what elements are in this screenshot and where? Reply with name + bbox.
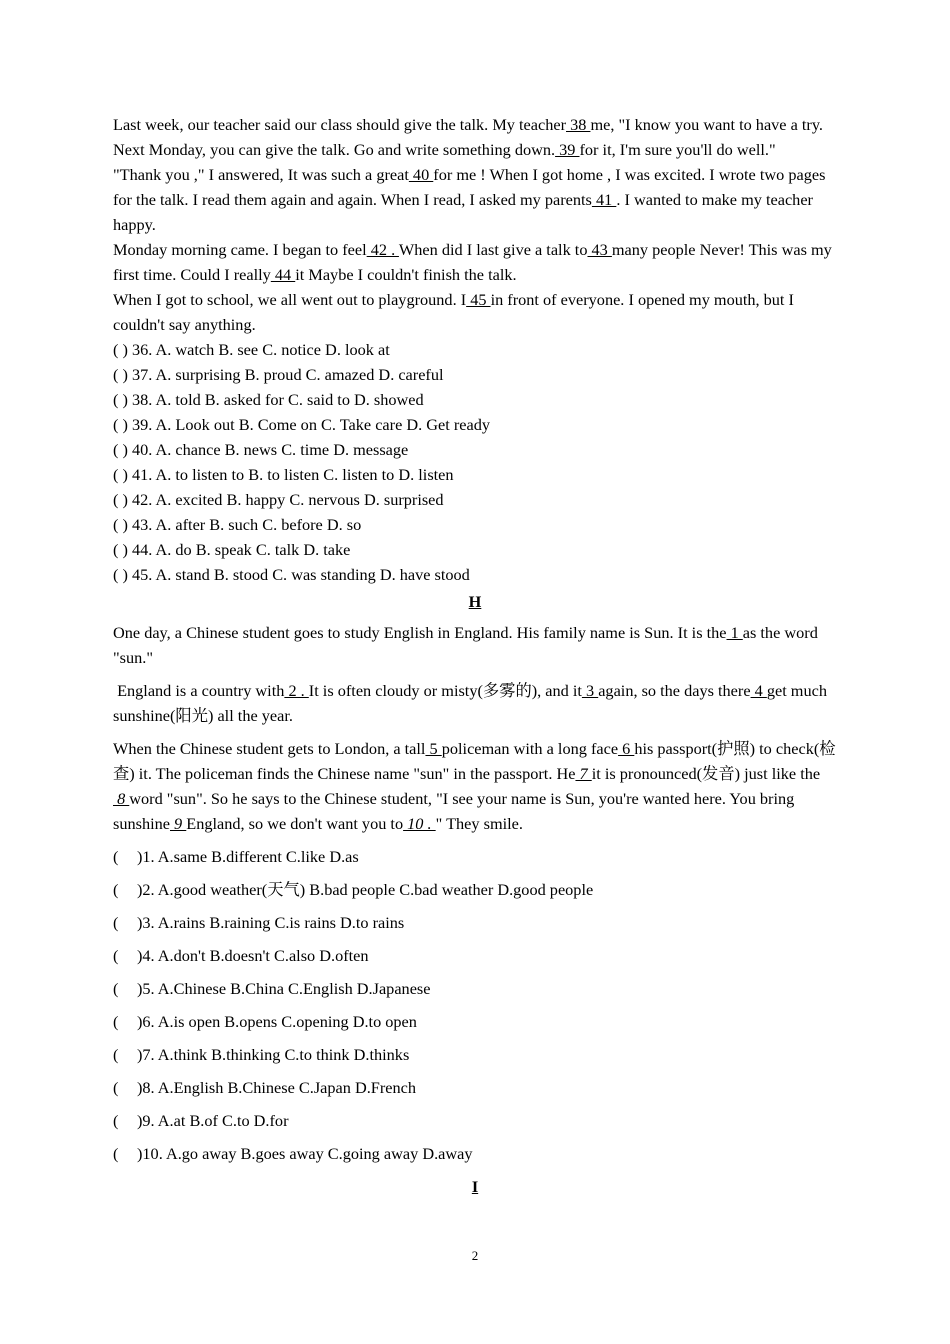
page-number: 2 <box>471 1248 479 1263</box>
question-item: ( ) 45. A. stand B. stood C. was standing D. have stood <box>113 565 470 584</box>
question-item: ( )1. A.same B.different C.like D.as <box>113 847 359 866</box>
passage-paragraph: Last week, our teacher said our class should give the talk. My teacher 38 me, "I know you want to have a try. Next Monday, you can give the talk. Go and write something down. 39 for it, I'm sure you'll do well." <box>113 115 824 159</box>
question-item: ( ) 40. A. chance B. news C. time D. message <box>113 440 409 459</box>
passage-paragraph: When I got to school, we all went out to playground. I 45 in front of everyone. I opened my mouth, but I couldn't say anything. <box>113 290 794 334</box>
section-heading-i: I <box>471 1177 479 1196</box>
question-item: ( )2. A.good weather(天气) B.bad people C.bad weather D.good people <box>113 880 594 899</box>
question-item: ( ) 44. A. do B. speak C. talk D. take <box>113 540 351 559</box>
passage-paragraph: One day, a Chinese student goes to study English in England. His family name is Sun. It is the 1 as the word "sun." <box>113 623 818 667</box>
passage-paragraph: "Thank you ," I answered, It was such a great 40 for me ! When I got home , I was excited. I wrote two pages for the talk. I read them again and again. When I read, I asked my parents 41 . I wanted to make my teacher happy. <box>113 165 826 234</box>
blank-4: 4 <box>750 681 767 700</box>
passage-paragraph: Monday morning came. I began to feel 42 . When did I last give a talk to 43 many people Never! This was my first time. Could I really 44 it Maybe I couldn't finish the talk. <box>113 240 832 284</box>
blank-3: 3 <box>581 681 599 700</box>
question-item: ( ) 36. A. watch B. see C. notice D. look at <box>113 340 390 359</box>
question-item: ( )4. A.don't B.doesn't C.also D.often <box>113 946 369 965</box>
blank-5: 5 <box>425 739 442 758</box>
question-item: ( ) 42. A. excited B. happy C. nervous D. surprised <box>113 490 444 509</box>
passage-paragraph: England is a country with 2 . It is often cloudy or misty(多雾的), and it 3 again, so the days there 4 get much sunshine(阳光) all the year. <box>113 681 827 725</box>
document-page <box>113 112 837 1199</box>
question-item: ( ) 39. A. Look out B. Come on C. Take care D. Get ready <box>113 415 491 434</box>
blank-40: 40 <box>408 165 434 184</box>
question-item: ( ) 41. A. to listen to B. to listen C. listen to D. listen <box>113 465 454 484</box>
blank-42: 42 . <box>366 240 399 259</box>
question-item: ( ) 38. A. told B. asked for C. said to D. showed <box>113 390 424 409</box>
blank-38: 38 <box>566 115 591 134</box>
question-item: ( )7. A.think B.thinking C.to think D.thinks <box>113 1045 410 1064</box>
blank-8: 8 <box>113 789 130 808</box>
blank-6: 6 <box>618 739 635 758</box>
question-item: ( )5. A.Chinese B.China C.English D.Japanese <box>113 979 431 998</box>
blank-1: 1 <box>726 623 743 642</box>
blank-44: 44 <box>270 265 296 284</box>
question-item: ( ) 37. A. surprising B. proud C. amazed D. careful <box>113 365 444 384</box>
blank-9: 9 <box>169 814 187 833</box>
blank-7: 7 <box>575 764 592 783</box>
blank-43: 43 <box>587 240 612 259</box>
question-item: ( )9. A.at B.of C.to D.for <box>113 1111 289 1130</box>
question-item: ( )3. A.rains B.raining C.is rains D.to rains <box>113 913 405 932</box>
blank-39: 39 <box>555 140 580 159</box>
section-heading-h: H <box>468 592 482 611</box>
question-item: ( ) 43. A. after B. such C. before D. so <box>113 515 362 534</box>
passage-paragraph: When the Chinese student gets to London, a tall 5 policeman with a long face 6 his passport(护照) to check(检查) it. The policeman finds the Chinese name "sun" in the passport. He 7 it is pronounced(发音) just like the 8 word "sun". So he says to the Chinese student, "I see your name is Sun, you're wanted here. You bring sunshine 9 England, so we don't want you to 10 . " They smile. <box>113 739 836 833</box>
blank-10: 10 . <box>403 814 436 833</box>
blank-45: 45 <box>466 290 491 309</box>
blank-41: 41 <box>591 190 617 209</box>
question-item: ( )6. A.is open B.opens C.opening D.to open <box>113 1012 417 1031</box>
question-item: ( )10. A.go away B.goes away C.going away D.away <box>113 1144 473 1163</box>
question-item: ( )8. A.English B.Chinese C.Japan D.French <box>113 1078 417 1097</box>
blank-2: 2 . <box>284 681 309 700</box>
